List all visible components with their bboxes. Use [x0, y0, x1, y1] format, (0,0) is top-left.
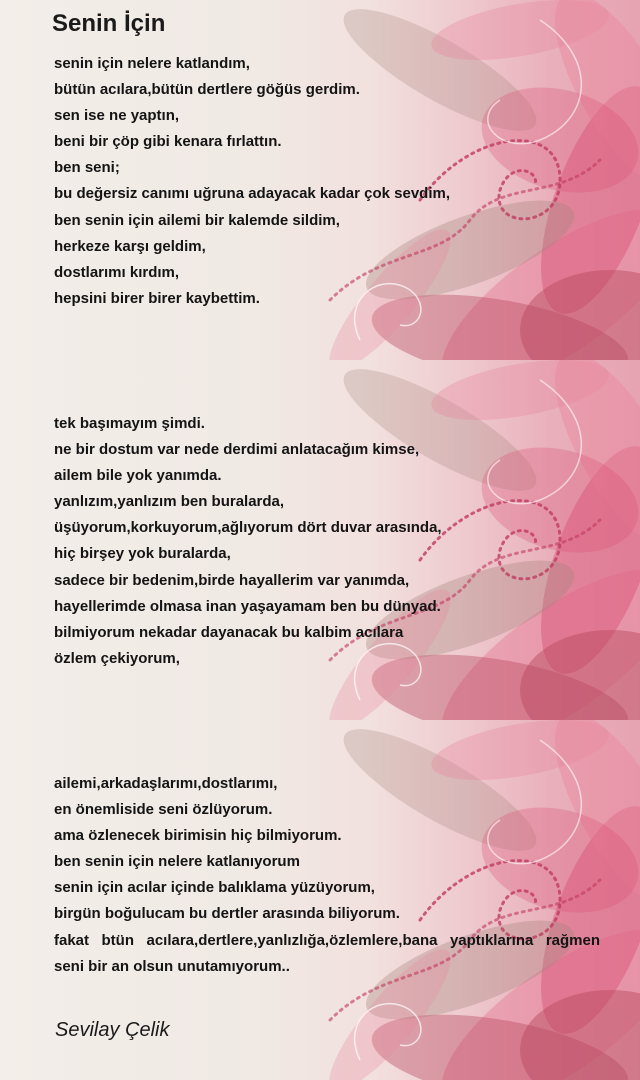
poem-line: ailem bile yok yanımda.	[54, 467, 222, 485]
poem-line: dostlarımı kırdım,	[54, 263, 180, 281]
poem-word: fakat	[54, 931, 90, 949]
poem-line: ben senin için nelere katlanıyorum	[54, 853, 300, 871]
poem-line: seni bir an olsun unutamıyorum..	[54, 957, 290, 975]
poem-line: hiç birşey yok buralarda,	[54, 545, 231, 563]
poem-line: herkeze karşı geldim,	[54, 237, 206, 255]
poem-line: tek başımayım şimdi.	[54, 415, 205, 432]
poem-line: özlem çekiyorum,	[54, 649, 180, 667]
poem-word: acılara,dertlere,yanlızlığa,özlemlere,bana	[146, 931, 438, 949]
poem-word: yaptıklarına	[449, 931, 534, 949]
poem-line: yanlızım,yanlızım ben buralarda,	[54, 493, 285, 511]
poem-line: birgün boğulucam bu dertler arasında biliyorum.	[54, 905, 400, 923]
poem-word: btün	[101, 931, 134, 949]
poem-stanza-1	[54, 51, 614, 312]
poem-line: ben senin için ailemi bir kalemde sildim,	[54, 211, 340, 229]
poem-line: üşüyorum,korkuyorum,ağlıyorum dört duvar arasında,	[54, 519, 442, 537]
poem-line: ailemi,arkadaşlarımı,dostlarımı,	[54, 775, 278, 792]
poem-line: ben seni;	[54, 159, 120, 177]
poem-stanza-3	[54, 771, 614, 980]
poem-line: beni bir çöp gibi kenara fırlattın.	[54, 133, 282, 151]
poem-line: bu değersiz canımı uğruna adayacak kadar çok sevdim,	[54, 185, 450, 203]
poem-line: bilmiyorum nekadar dayanacak bu kalbim acılara	[54, 623, 404, 641]
poem-title: Senin İçin	[52, 10, 166, 37]
poem-author: Sevilay Çelik	[55, 1019, 170, 1041]
poem-stanza-2	[54, 411, 614, 672]
poem-word: rağmen	[545, 931, 600, 949]
poem-line: ne bir dostum var nede derdimi anlatacağım kimse,	[54, 441, 420, 459]
poem-line: en önemliside seni özlüyorum.	[54, 801, 273, 819]
poem-line: senin için nelere katlandım,	[54, 55, 250, 72]
poem-line-justified	[54, 928, 614, 954]
poem-line: hepsini birer birer kaybettim.	[54, 289, 260, 307]
poem-line: sen ise ne yaptın,	[54, 107, 180, 125]
poem-line: sadece bir bedenim,birde hayallerim var yanımda,	[54, 571, 410, 589]
poem-line: ama özlenecek birimisin hiç bilmiyorum.	[54, 827, 342, 845]
poem-line: bütün acılara,bütün dertlere göğüs gerdim.	[54, 81, 360, 99]
poem-line: hayellerimde olmasa inan yaşayamam ben bu dünyad.	[54, 597, 441, 615]
poem-line: senin için acılar içinde balıklama yüzüyorum,	[54, 879, 375, 897]
